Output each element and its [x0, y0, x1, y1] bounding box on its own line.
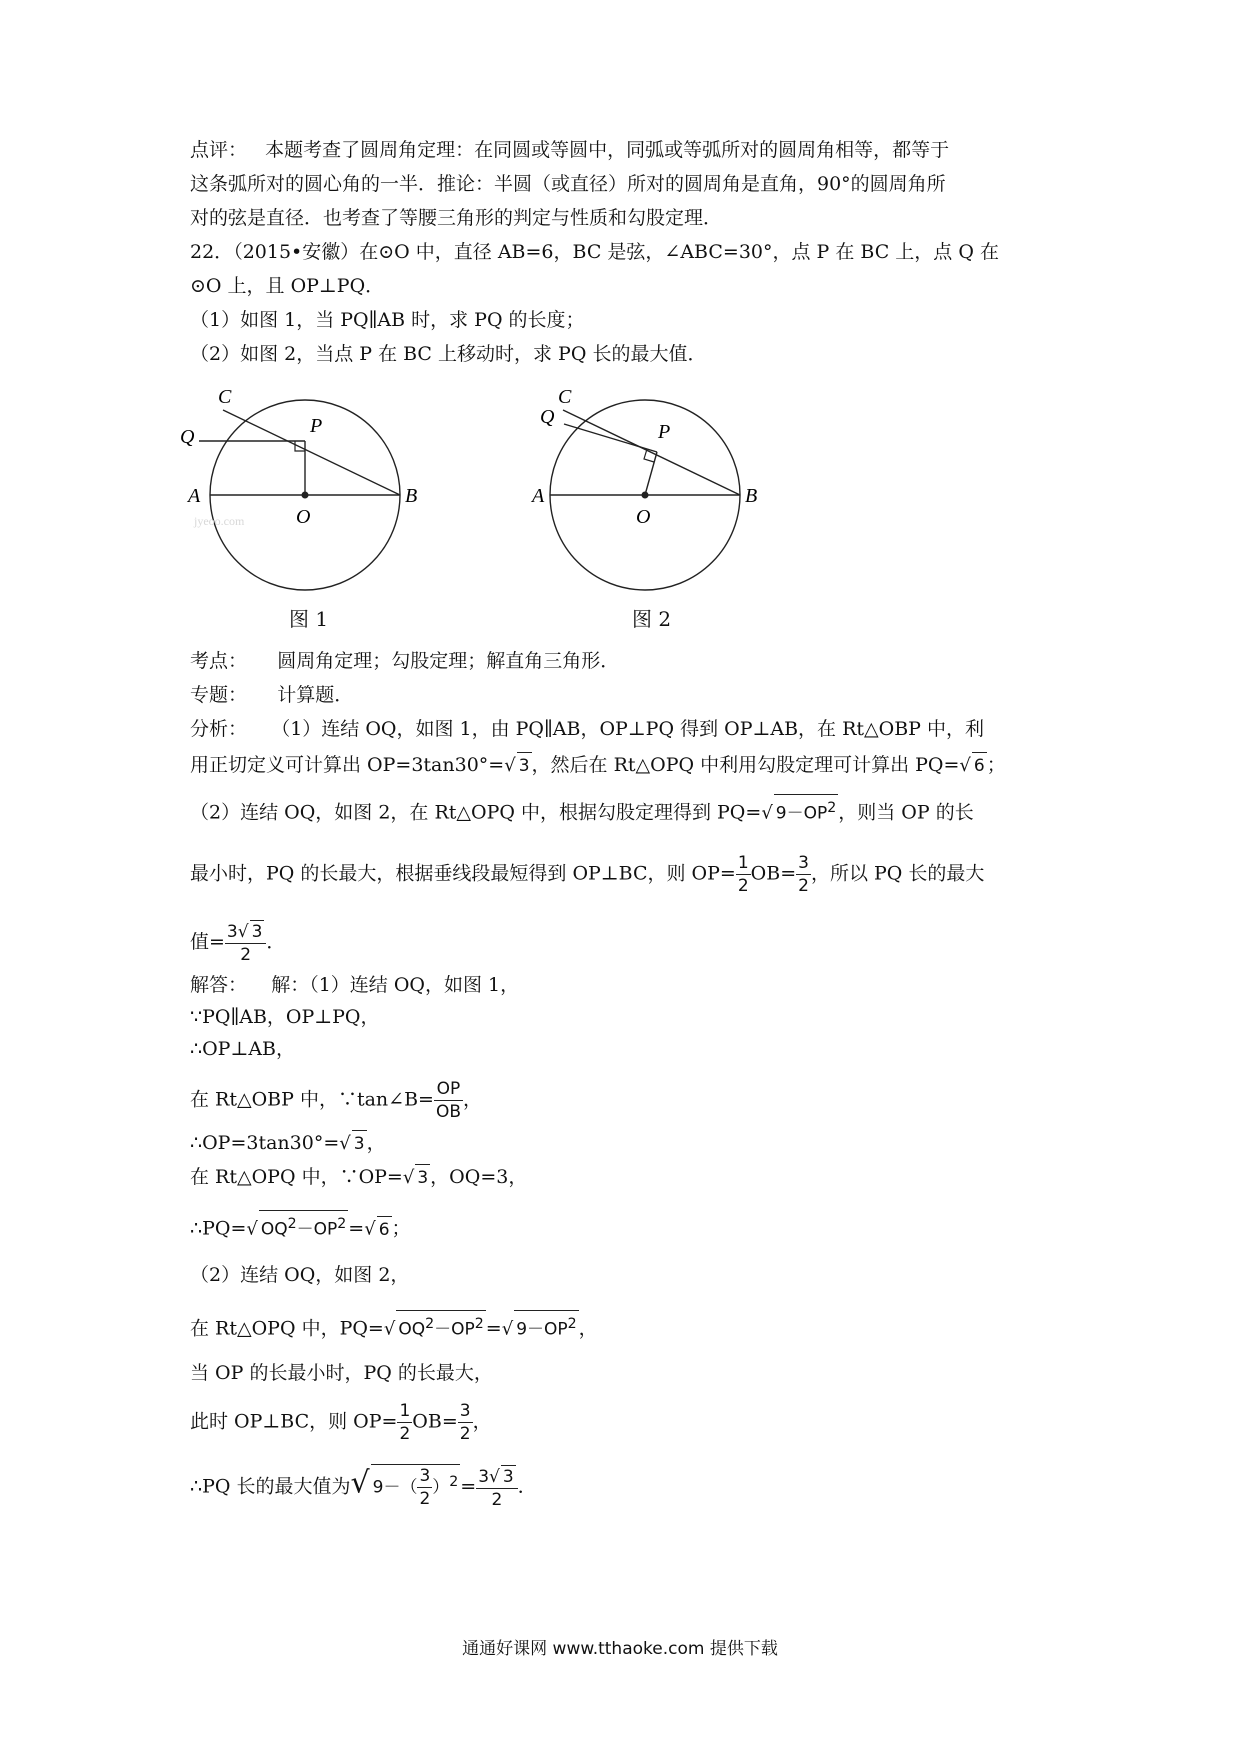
solution-line-11 [190, 1464, 1070, 1511]
solution-line-3 [190, 1078, 1070, 1123]
fig1-label-p: P [310, 415, 323, 437]
sqrt-symbol: √ [237, 922, 249, 942]
fraction-one-half [397, 1400, 412, 1445]
sqrt-6: 6 [377, 1216, 392, 1243]
coefficient: 3 [478, 1466, 490, 1487]
solution-line-9: 当 OP 的长最小时，PQ 的长最大， [190, 1362, 493, 1384]
analysis-line-5 [190, 920, 1070, 966]
fig2-label-p: P [658, 421, 671, 443]
solution-line-0 [190, 972, 1070, 998]
exponent: 2 [337, 1216, 347, 1232]
radicand-end: ） [432, 1477, 450, 1498]
solution-text-8b: = [485, 1317, 502, 1340]
fig2-label-b: B [745, 485, 758, 507]
solution-text-0: 解：（1）连结 OQ，如图 1， [271, 974, 520, 996]
solution-text-6b: = [348, 1217, 365, 1240]
denominator: 2 [737, 876, 749, 896]
analysis-text-4c: ，所以 PQ 长的最大 [810, 862, 985, 885]
analysis-text-5a: 值= [190, 931, 225, 953]
sqrt-symbol: √ [350, 1465, 370, 1501]
fig1-label-o: O [296, 506, 311, 528]
numerator: 1 [399, 1401, 411, 1421]
analysis-text-3a: （2）连结 OQ，如图 2，在 Rt△OPQ 中，根据勾股定理得到 PQ= [190, 801, 762, 824]
solution-text-5a: 在 Rt△OPQ 中，∵OP= [190, 1166, 403, 1188]
sqrt-symbol: √ [489, 1466, 500, 1487]
problem-number: 22． [190, 241, 234, 263]
solution-line-5 [190, 1164, 1070, 1191]
kaodian-line [190, 648, 1070, 674]
solution-line-8 [190, 1310, 1070, 1343]
solution-text-3b: ， [463, 1088, 483, 1111]
fraction-3sqrt3-over-2 [476, 1465, 518, 1511]
fig2-label-c: C [558, 386, 572, 408]
solution-label: 解答： [190, 974, 248, 996]
fig1-label-a: A [188, 485, 201, 507]
problem-stem-2: ⊙O 上，且 OP⊥PQ． [190, 275, 385, 297]
sqrt-3: 3 [352, 1130, 367, 1157]
solution-text-10b: OB= [412, 1410, 458, 1433]
radicand: 9－OP [775, 803, 828, 824]
fraction-3sqrt3-over-2 [225, 920, 267, 966]
problem-stem-1 [190, 239, 1070, 265]
review-label: 点评： [190, 139, 248, 161]
sqrt-symbol: √ [339, 1133, 351, 1154]
solution-text-11b: = [460, 1475, 477, 1498]
sqrt-oq2-op2 [259, 1210, 348, 1243]
numerator: 3 [459, 1401, 471, 1421]
exponent: 2 [449, 1473, 459, 1490]
term-op: －OP [434, 1319, 475, 1340]
solution-line-1: ∵PQ∥AB，OP⊥PQ， [190, 1006, 380, 1028]
solution-text-4b: ， [366, 1132, 386, 1154]
problem-part-2: （2）如图 2，当点 P 在 BC 上移动时，求 PQ 长的最大值． [190, 343, 707, 365]
sqrt-symbol: √ [402, 1167, 415, 1188]
sqrt-symbol: √ [959, 755, 971, 776]
solution-line-6 [190, 1210, 1070, 1243]
analysis-label: 分析： [190, 718, 248, 740]
exponent: 2 [474, 1316, 484, 1332]
exponent: 2 [827, 800, 837, 816]
analysis-text-4a: 最小时，PQ 的长最大，根据垂线段最短得到 OP⊥BC，则 OP= [190, 862, 736, 885]
review-text-1: 本题考查了圆周角定理：在同圆或等圆中，同弧或等弧所对的圆周角相等，都等于 [265, 139, 950, 161]
zhuanti-line [190, 682, 1070, 708]
solution-text-8c: ， [578, 1317, 598, 1340]
exponent: 2 [287, 1216, 297, 1232]
sqrt-symbol: √ [501, 1318, 514, 1340]
denominator: 2 [798, 876, 809, 896]
fraction-three-halves [796, 852, 811, 897]
numerator [225, 920, 267, 944]
solution-text-11a: ∴PQ 长的最大值为 [190, 1475, 351, 1498]
analysis-text-2b: ，然后在 Rt△OPQ 中利用勾股定理可计算出 PQ= [531, 754, 960, 776]
solution-text-11c: ． [517, 1475, 537, 1498]
solution-line-2: ∴OP⊥AB， [190, 1038, 296, 1060]
figure-1-caption: 图 1 [289, 607, 329, 631]
review-line-2: 这条弧所对的圆心角的一半．推论：半圆（或直径）所对的圆周角是直角，90°的圆周角所 [190, 173, 946, 195]
solution-line-10 [190, 1400, 1070, 1445]
coefficient: 3 [226, 922, 238, 942]
numerator: OP [434, 1078, 463, 1101]
sqrt-symbol: √ [761, 802, 773, 824]
denominator: 2 [491, 1489, 503, 1510]
solution-text-8a: 在 Rt△OPQ 中，PQ= [190, 1317, 384, 1340]
sqrt-symbol: √ [504, 755, 516, 776]
review-line-3: 对的弦是直径．也考查了等腰三角形的判定与性质和勾股定理． [190, 207, 723, 229]
fig1-label-b: B [405, 485, 418, 507]
sqrt-3: 3 [517, 752, 532, 779]
denominator: 2 [399, 1424, 411, 1444]
fraction-three-halves [458, 1400, 473, 1445]
analysis-text-2c: ； [986, 754, 1006, 776]
denominator: 2 [419, 1489, 431, 1509]
denominator: 2 [240, 945, 252, 965]
sqrt-symbol: √ [246, 1218, 258, 1240]
term-oq: OQ [260, 1219, 288, 1240]
solution-text-6a: ∴PQ= [190, 1217, 247, 1240]
analysis-text-5b: ． [266, 931, 286, 953]
sqrt-9-minus-three-halves-sq [371, 1464, 461, 1510]
radicand-start: 9－（ [372, 1477, 418, 1498]
analysis-text-2a: 用正切定义可计算出 OP=3tan30°= [190, 754, 505, 776]
figure-2 [520, 385, 770, 615]
kaodian-label: 考点： [190, 650, 248, 672]
sqrt-9-op2 [774, 794, 838, 827]
zhuanti-label: 专题： [190, 684, 248, 706]
solution-line-7: （2）连结 OQ，如图 2， [190, 1264, 410, 1286]
problem-stem-text-1: 在⊙O 中，直径 AB=6，BC 是弦，∠ABC=30°，点 P 在 BC 上，点 Q 在 [359, 241, 999, 263]
figure-2-caption: 图 2 [632, 607, 672, 631]
analysis-text-4b: OB= [750, 862, 797, 885]
solution-text-4a: ∴OP=3tan30°= [190, 1132, 340, 1154]
denominator: OB [435, 1102, 462, 1122]
radicand: 9－OP [516, 1319, 568, 1340]
sqrt-3: 3 [251, 922, 263, 942]
sqrt-3: 3 [502, 1466, 514, 1487]
fig2-label-o: O [636, 506, 651, 528]
fig1-label-c: C [218, 386, 232, 408]
term-op: －OP [296, 1219, 338, 1240]
sqrt-9-op2 [514, 1310, 578, 1343]
exponent: 2 [567, 1316, 577, 1332]
solution-text-5b: ，OQ=3， [430, 1166, 528, 1188]
denominator: 2 [459, 1424, 471, 1444]
fraction-op-over-ob [434, 1078, 463, 1123]
sqrt-symbol: √ [364, 1218, 376, 1240]
sqrt-3: 3 [415, 1164, 430, 1191]
zhuanti-text: 计算题． [277, 684, 354, 706]
fig2-label-q: Q [540, 406, 555, 428]
solution-text-6c: ； [391, 1217, 411, 1240]
review-line-1 [190, 137, 1070, 163]
fig1-label-q: Q [180, 426, 195, 448]
kaodian-text: 圆周角定理；勾股定理；解直角三角形． [277, 650, 620, 672]
term-oq: OQ [398, 1319, 426, 1340]
numerator: 1 [737, 853, 749, 873]
figure-1 [180, 385, 430, 615]
analysis-line-4 [190, 852, 1070, 897]
fraction-one-half [736, 852, 751, 897]
problem-source: （2015•安徽） [233, 241, 360, 263]
sqrt-oq2-op2 [396, 1310, 485, 1343]
fig2-label-a: A [532, 485, 545, 507]
fraction-three-halves [417, 1465, 432, 1510]
sqrt-symbol: √ [383, 1318, 396, 1340]
solution-text-10c: ， [472, 1410, 492, 1433]
numerator: 3 [798, 853, 809, 873]
analysis-line-1 [190, 716, 1070, 742]
solution-text-10a: 此时 OP⊥BC，则 OP= [190, 1410, 398, 1433]
analysis-line-3 [190, 794, 1070, 827]
analysis-line-2 [190, 752, 1070, 779]
numerator: 3 [419, 1466, 431, 1486]
solution-text-3a: 在 Rt△OBP 中，∵tan∠B= [190, 1088, 434, 1111]
analysis-text-1: （1）连结 OQ，如图 1，由 PQ∥AB，OP⊥PQ 得到 OP⊥AB，在 Rt△OBP 中，利 [271, 718, 984, 740]
page-footer: 通通好课网 www.tthaoke.com 提供下载 [462, 1639, 778, 1659]
fig1-watermark: jyeoo.com [194, 514, 245, 528]
exponent: 2 [425, 1316, 435, 1332]
problem-part-1: （1）如图 1，当 PQ∥AB 时，求 PQ 的长度； [190, 309, 585, 331]
sqrt-6: 6 [972, 752, 987, 779]
numerator [476, 1465, 518, 1489]
solution-line-4 [190, 1130, 1070, 1157]
analysis-text-3b: ，则当 OP 的长 [838, 801, 974, 824]
